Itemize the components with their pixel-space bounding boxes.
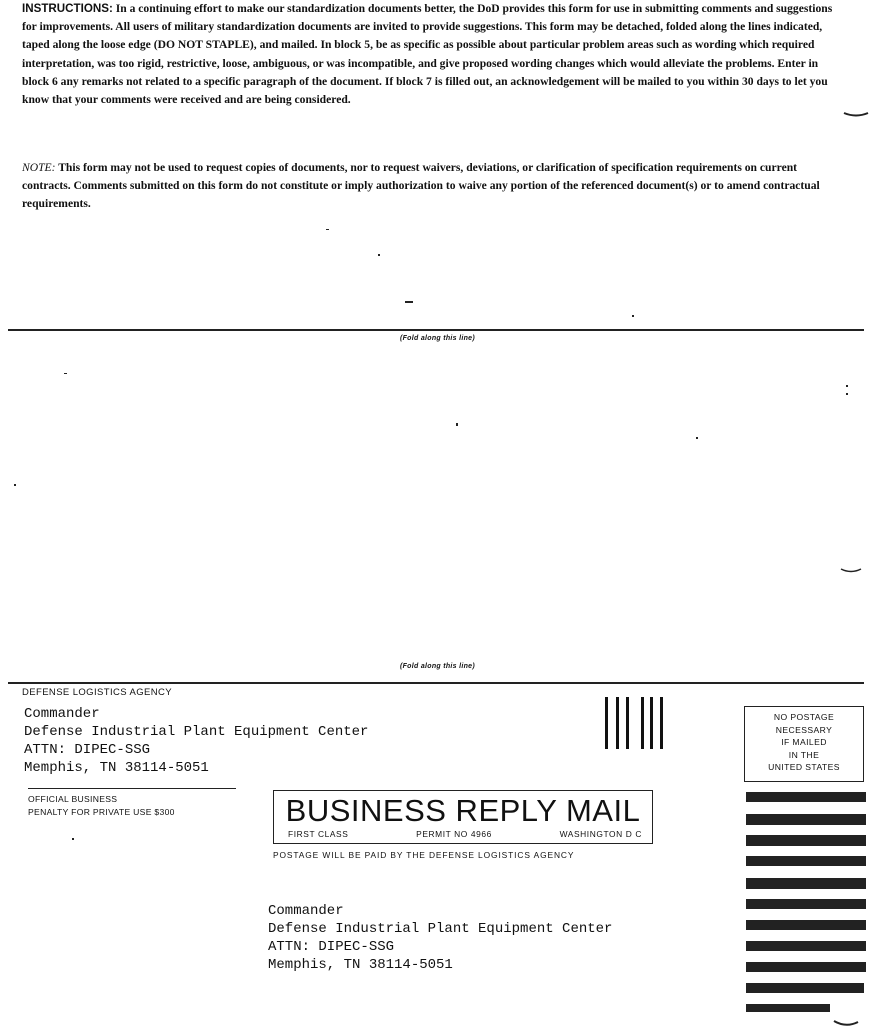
return-address-line: Defense Industrial Plant Equipment Center [24,724,369,740]
reply-address-line: Memphis, TN 38114-5051 [268,957,453,973]
no-postage-line: IN THE [788,749,820,760]
penalty-notice: PENALTY FOR PRIVATE USE $300 [28,806,175,817]
scan-speck [846,393,848,395]
first-class: FIRST CLASS [288,829,349,839]
scan-speck [696,437,698,439]
return-address [24,705,368,777]
scan-speck [14,484,16,486]
no-postage-line: UNITED STATES [768,762,840,773]
fold-line-1 [8,329,864,331]
reply-address-line: ATTN: DIPEC-SSG [268,939,395,955]
instructions-lead: INSTRUCTIONS: [22,2,113,15]
business-reply-title: BUSINESS REPLY MAIL [285,793,641,828]
return-address-line: Memphis, TN 38114-5051 [24,760,209,776]
permit-number: PERMIT NO 4966 [416,829,492,839]
scan-speck [326,229,329,230]
postage-paid-by: POSTAGE WILL BE PAID BY THE DEFENSE LOGISTICS AGENCY [273,850,575,860]
reply-address [268,902,612,974]
scan-speck [405,301,413,303]
no-postage-line: IF MAILED [781,737,827,748]
agency-name: DEFENSE LOGISTICS AGENCY [22,687,173,698]
permit-line [288,829,642,839]
scan-mark [843,110,869,120]
scan-mark [832,1018,860,1030]
official-business-block [28,788,236,818]
official-business: OFFICIAL BUSINESS [28,794,118,804]
facing-id-bars [604,697,664,749]
reply-address-line: Commander [268,903,344,919]
scan-speck [846,385,848,387]
official-rule [28,788,236,789]
business-reply-box [273,790,653,844]
fold-label-2: (Fold along this line) [399,663,476,670]
no-postage-line: NO POSTAGE [773,712,835,722]
return-address-line: ATTN: DIPEC-SSG [24,742,151,758]
scan-speck [64,373,67,374]
return-address-line: Commander [24,706,100,722]
scan-speck [632,315,634,317]
fold-line-2 [8,682,864,684]
business-reply-bars [744,792,868,1022]
instructions-paragraph [22,0,844,109]
scan-speck [378,254,380,256]
fold-label-1: (Fold along this line) [399,335,476,342]
scan-mark [840,567,862,575]
scan-speck [456,423,458,426]
reply-address-line: Defense Industrial Plant Equipment Center [268,921,613,937]
note-paragraph [22,159,844,214]
no-postage-box [744,706,864,782]
note-body: This form may not be used to request copies of documents, nor to request waivers, deviations, or clarification of specification requirements on current contracts. Comments submitted on this form do not constitute or imply authorization to waive any portion of the referenced document(s) or to amend contractual requirements. [22,161,820,211]
no-postage-line: NECESSARY [775,724,833,735]
note-lead: NOTE: [22,161,56,174]
scan-speck [72,838,74,840]
instructions-body: In a continuing effort to make our standardization documents better, the DoD provides this form for use in submitting comments and suggestions for improvements. All users of military standardization documents are invited to provide suggestions. This form may be detached, folded along the lines indicated, taped along the loose edge (DO NOT STAPLE), and mailed. In block 5, be as specific as possible about particular problem areas such as wording which required interpretation, was too rigid, restrictive, loose, ambiguous, or was incompatible, and give proposed wording changes which would alleviate the problems. Enter in block 6 any remarks not related to a specific paragraph of the document. If block 7 is filled out, an acknowledgement will be mailed to you within 30 days to let you know that your comments were received and are being considered. [22,2,833,107]
permit-city: WASHINGTON D C [559,829,642,839]
